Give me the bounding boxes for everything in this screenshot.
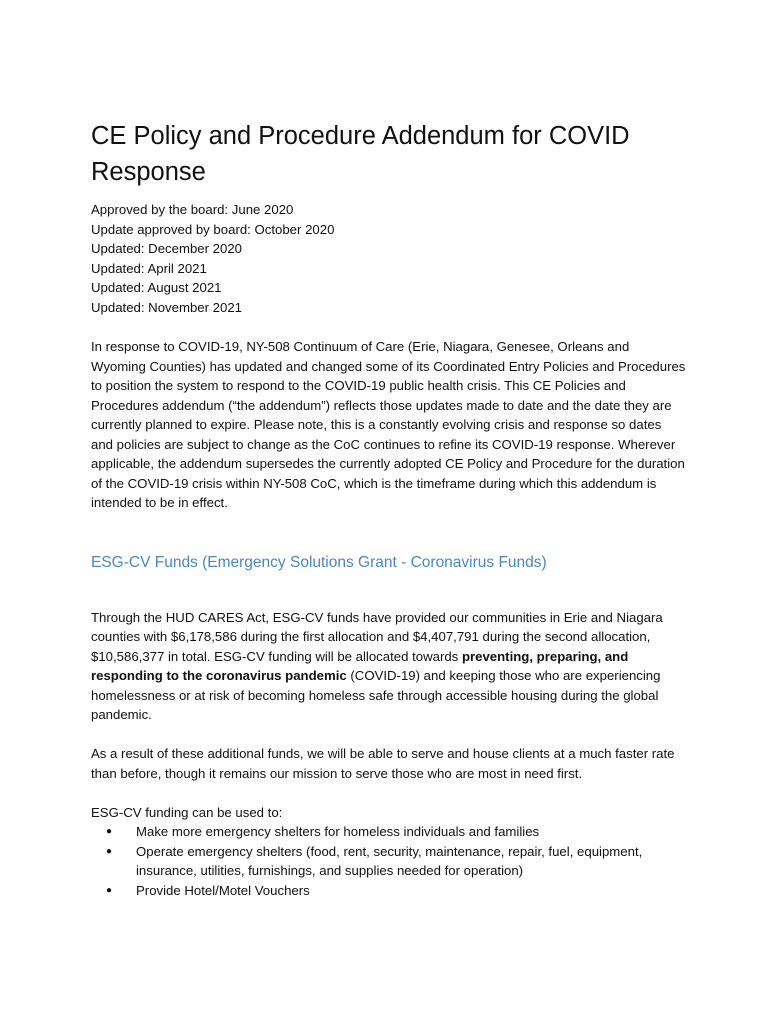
document-title: CE Policy and Procedure Addendum for COVID Response xyxy=(91,122,630,186)
funding-paragraph-end: (COVID-19) and keeping those who are experiencing homelessness or at risk of becoming homeless safe through accessible housing during the global pandemic. xyxy=(91,668,661,722)
approval-line: Updated: November 2021 xyxy=(91,299,243,315)
approval-line: Update approved by board: October 2020 xyxy=(91,221,335,237)
approval-history xyxy=(91,200,686,317)
list-item-text: Operate emergency shelters (food, rent, security, maintenance, repair, fuel, equipment, insurance, utilities, furnishings, and supplies needed for operation) xyxy=(136,843,643,878)
funding-paragraph-emphasis: preventing, preparing, and responding to the coronavirus pandemic xyxy=(91,648,629,683)
list-item-text: Make more emergency shelters for homeless individuals and families xyxy=(136,824,540,839)
list-item xyxy=(106,881,686,901)
bullet-icon: ● xyxy=(106,826,113,837)
intro-paragraph: In response to COVID-19, NY-508 Continuum of Care (Erie, Niagara, Genesee, Orleans and Wyoming Counties) has updated and changed some of its Coordinated Entry Policies and Procedures to position the system to respond to the COVID-19 public health crisis. This CE Policies and Procedures addendum (“the addendum”) reflects those updates made to date and the date they are currently planned to expire. Please note, this is a constantly evolving crisis and response so dates and policies are subject to change as the CoC continues to refine its COVID-19 response. Wherever applicable, the addendum supersedes the currently adopted CE Policy and Procedure for the duration of the COVID-19 crisis within NY-508 CoC, which is the timeframe during which this addendum is intended to be in effect. xyxy=(91,339,686,510)
list-item-text: Provide Hotel/Motel Vouchers xyxy=(136,882,310,898)
bullet-icon: ● xyxy=(106,845,113,857)
list-item xyxy=(106,822,686,842)
approval-line: Updated: April 2021 xyxy=(91,260,207,276)
funding-paragraph xyxy=(91,608,686,725)
list-item xyxy=(106,842,686,881)
list-intro: ESG-CV funding can be used to: xyxy=(91,804,283,820)
uses-list xyxy=(91,822,686,900)
mission-paragraph: As a result of these additional funds, we will be able to serve and house clients at a much faster rate than before, though it remains our mission to serve those who are most in need first. xyxy=(91,746,675,781)
section-heading: ESG-CV Funds (Emergency Solutions Grant - Coronavirus Funds) xyxy=(91,553,547,571)
funding-paragraph-start: Through the HUD CARES Act, ESG-CV funds have provided our communities in Erie and Niagara counties with $6,178,586 during the first allocation and $4,407,791 during the second allocation, $10,586,377 in total. ESG-CV funding will be allocated towards xyxy=(91,609,663,664)
bullet-icon: ● xyxy=(106,884,113,896)
approval-line: Updated: August 2021 xyxy=(91,280,222,295)
approval-line: Updated: December 2020 xyxy=(91,241,243,256)
approval-line: Approved by the board: June 2020 xyxy=(91,202,294,217)
